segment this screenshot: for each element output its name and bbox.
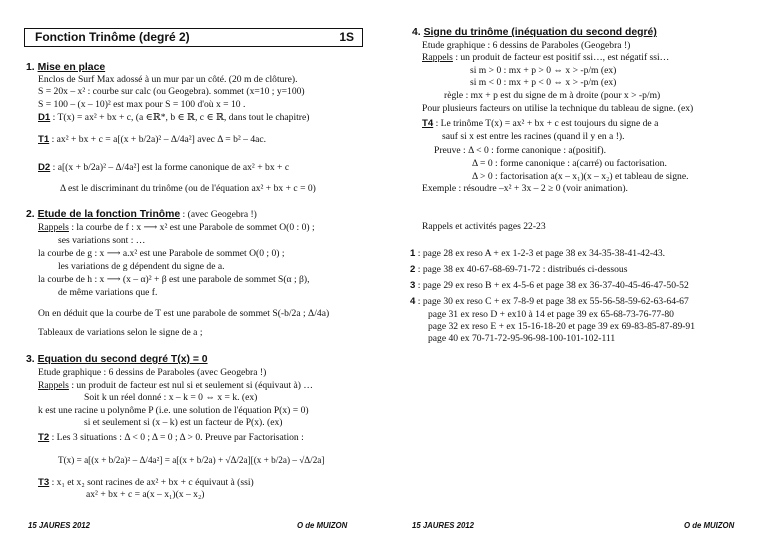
item-text: : page 28 ex reso A + ex 1-2-3 et page 38 ex 34-35-38-41-42-43. bbox=[417, 248, 666, 259]
item-number: 3 bbox=[410, 280, 416, 291]
d2-text: : a[(x + b/2a)² – Δ/4a²] est la forme canonique de ax² + bx + c bbox=[50, 162, 290, 173]
s4-line-6: Pour plusieurs facteurs on utilise la technique du tableau de signe. (ex) bbox=[422, 103, 694, 114]
s1-line-1: Enclos de Surf Max adossé à un mur par un côté. (20 m de clôture). bbox=[38, 74, 298, 85]
s3-line-4: k est une racine u polynôme P (i.e. une solution de l'équation P(x) = 0) bbox=[38, 405, 309, 416]
section-number: 2. bbox=[26, 209, 35, 220]
s2-line-2: ses variations sont : … bbox=[58, 235, 146, 246]
section-title: Equation du second degré T(x) = 0 bbox=[37, 354, 208, 365]
t2-text: : Les 3 situations : Δ < 0 ; Δ = 0 ; Δ > 0. Preuve par Factorisation : bbox=[49, 432, 304, 443]
item-number: 4 bbox=[410, 296, 416, 307]
s2-line-3: la courbe de g : x ⟶ a.x² est une Parabole de sommet O(0 ; 0) ; bbox=[38, 248, 285, 259]
s4-line-11: Exemple : résoudre –x² + 3x – 2 ≥ 0 (voir animation). bbox=[422, 183, 628, 194]
s3-line-7: ax² + bx + c = a(x – x₁)(x – x₂) bbox=[86, 489, 205, 500]
s4-line-7: sauf si x est entre les racines (quand il y en a !). bbox=[442, 131, 625, 142]
t2-tag: T2 bbox=[38, 432, 50, 443]
d1-tag: D1 bbox=[38, 112, 51, 123]
section-number: 4. bbox=[412, 27, 421, 38]
sub-item: page 31 ex reso D + ex10 à 14 et page 39 ex 65-68-73-76-77-80 bbox=[428, 309, 674, 320]
page-title: Fonction Trinôme (degré 2) bbox=[35, 30, 190, 44]
t3-tag: T3 bbox=[38, 477, 50, 488]
s3-line-1: Etude graphique : 6 dessins de Paraboles (avec Geogebra !) bbox=[38, 367, 267, 378]
section-number: 3. bbox=[26, 354, 35, 365]
rappels-label: Rappels bbox=[38, 380, 69, 391]
footer-right: O de MUIZON bbox=[297, 521, 348, 530]
class-label: 1S bbox=[339, 30, 354, 44]
list-item bbox=[410, 248, 665, 259]
s4-line-2-text: : un produit de facteur est positif ssi…, est négatif ssi… bbox=[452, 52, 670, 63]
theorem-t3 bbox=[38, 477, 254, 488]
section-number: 1. bbox=[26, 62, 35, 73]
s3-factorisation: T(x) = a[(x + b/2a)² – Δ/4a²] = a[(x + b/2a) + √Δ/2a][(x + b/2a) – √Δ/2a] bbox=[58, 455, 325, 465]
section-1-heading bbox=[26, 62, 105, 73]
item-number: 2 bbox=[410, 264, 416, 275]
definition-d1 bbox=[38, 112, 309, 123]
d2-note: Δ est le discriminant du trinôme (ou de l'équation ax² + bx + c = 0) bbox=[60, 183, 316, 194]
s1-line-2: S = 20x – x² : courbe sur calc (ou Geogebra). sommet (x=10 ; y=100) bbox=[38, 86, 305, 97]
s3-line-2-text: : un produit de facteur est nul si et seulement si (équivaut à) … bbox=[68, 380, 313, 391]
section-3-heading bbox=[26, 354, 208, 365]
s3-line-5: si et seulement si (x – k) est un facteur de P(x). (ex) bbox=[84, 417, 283, 428]
section-title: Mise en place bbox=[37, 62, 106, 73]
footer-left: 15 JAURES 2012 bbox=[28, 521, 90, 530]
item-text: : page 29 ex reso B + ex 4-5-6 et page 38 ex 36-37-40-45-46-47-50-52 bbox=[417, 280, 689, 291]
theorem-t4 bbox=[422, 118, 658, 129]
item-text: : page 38 ex 40-67-68-69-71-72 : distribués ci-dessous bbox=[417, 264, 628, 275]
s4-line-2 bbox=[422, 52, 669, 63]
sub-item: page 40 ex 70-71-72-95-96-98-100-101-102-111 bbox=[428, 333, 616, 344]
d1-text: : T(x) = ax² + bx + c, (a ∈ℝ*, b ∈ ℝ, c ∈ ℝ, dans tout le chapitre) bbox=[50, 112, 310, 123]
s2-line-6: de même variations que f. bbox=[58, 287, 158, 298]
t1-text: : ax² + bx + c = a[(x + b/2a)² – Δ/4a²] avec Δ = b² – 4ac. bbox=[49, 134, 267, 145]
title-box bbox=[24, 28, 363, 47]
s4-line-8: Preuve : Δ < 0 : forme canonique : a(positif). bbox=[434, 145, 606, 156]
s4-line-3: si m > 0 : mx + p > 0 ⇔ x > -p/m (ex) bbox=[470, 65, 617, 76]
t1-tag: T1 bbox=[38, 134, 50, 145]
section-title-suffix: : (avec Geogebra !) bbox=[180, 209, 257, 220]
s2-line-4: les variations de g dépendent du signe de a. bbox=[58, 261, 225, 272]
rappels-label: Rappels bbox=[38, 222, 69, 233]
item-number: 1 bbox=[410, 248, 416, 259]
s4-line-4: si m < 0 : mx + p < 0 ⇔ x > -p/m (ex) bbox=[470, 77, 617, 88]
s4-line-9: Δ = 0 : forme canonique : a(carré) ou factorisation. bbox=[472, 158, 667, 169]
theorem-t1 bbox=[38, 134, 266, 145]
s2-line-8: Tableaux de variations selon le signe de a ; bbox=[38, 327, 203, 338]
rappels-title: Rappels et activités pages 22-23 bbox=[422, 221, 546, 232]
t4-text: : Le trinôme T(x) = ax² + bx + c est toujours du signe de a bbox=[433, 118, 659, 129]
footer-left: 15 JAURES 2012 bbox=[412, 521, 474, 530]
list-item bbox=[410, 280, 689, 291]
section-title: Etude de la fonction Trinôme bbox=[37, 209, 181, 220]
definition-d2 bbox=[38, 162, 289, 173]
theorem-t2 bbox=[38, 432, 304, 443]
sub-item: page 32 ex reso E + ex 15-16-18-20 et page 39 ex 69-83-85-87-89-91 bbox=[428, 321, 696, 332]
section-title: Signe du trinôme (inéquation du second degré) bbox=[423, 27, 657, 38]
list-item bbox=[410, 296, 689, 307]
s3-line-3: Soit k un réel donné : x – k = 0 ⇔ x = k. (ex) bbox=[84, 392, 258, 403]
s3-line-2 bbox=[38, 380, 313, 391]
s4-line-5: règle : mx + p est du signe de m à droite (pour x > -p/m) bbox=[444, 90, 661, 101]
s2-line-7: On en déduit que la courbe de T est une parabole de sommet S(-b/2a ; Δ/4a) bbox=[38, 308, 330, 319]
s4-line-10: Δ > 0 : factorisation a(x – x₁)(x – x₂) et tableau de signe. bbox=[472, 171, 689, 182]
list-item bbox=[410, 264, 627, 275]
footer-right: O de MUIZON bbox=[684, 521, 735, 530]
s2-line-1 bbox=[38, 222, 315, 233]
right-page bbox=[384, 0, 768, 543]
section-4-heading bbox=[412, 27, 657, 38]
section-2-heading bbox=[26, 209, 257, 220]
s2-line-1-text: : la courbe de f : x ⟶ x² est une Parabole de sommet O(0 : 0) ; bbox=[68, 222, 315, 233]
s2-line-5: la courbe de h : x ⟶ (x – α)² + β est une parabole de sommet S(α ; β), bbox=[38, 274, 310, 285]
t3-text: : x₁ et x₂ sont racines de ax² + bx + c équivaut à (ssi) bbox=[49, 477, 254, 488]
item-text: : page 30 ex reso C + ex 7-8-9 et page 38 ex 55-56-58-59-62-63-64-67 bbox=[417, 296, 689, 307]
d2-tag: D2 bbox=[38, 162, 51, 173]
t4-tag: T4 bbox=[422, 118, 434, 129]
s4-line-1: Etude graphique : 6 dessins de Paraboles (Geogebra !) bbox=[422, 40, 631, 51]
s1-line-3: S = 100 – (x – 10)² est max pour S = 100 d'où x = 10 . bbox=[38, 99, 246, 110]
rappels-label: Rappels bbox=[422, 52, 453, 63]
